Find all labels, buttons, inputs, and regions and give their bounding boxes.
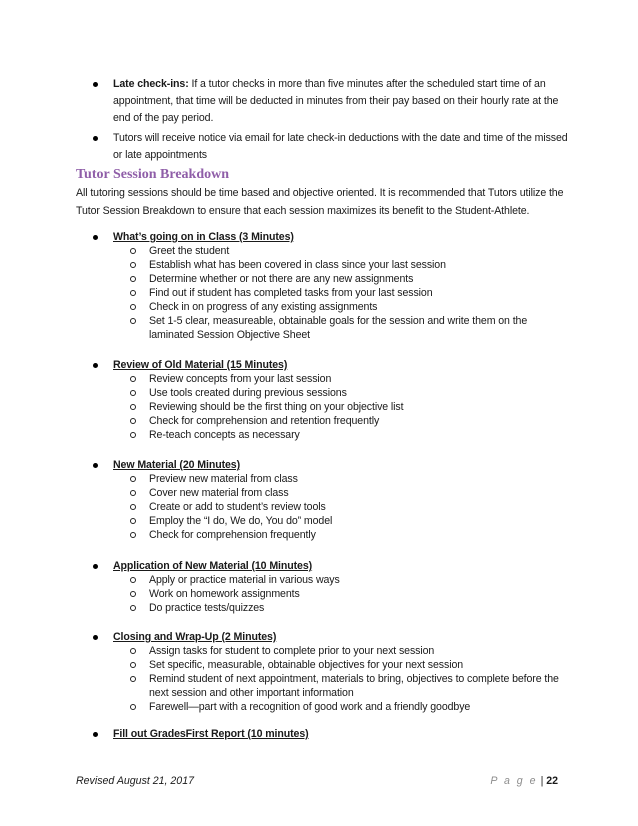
circle-bullet-icon bbox=[130, 432, 136, 438]
list-item-text: Check in on progress of any existing assignments bbox=[149, 301, 378, 313]
list-item bbox=[93, 514, 573, 528]
list-item-text: Determine whether or not there are any new assignments bbox=[149, 273, 414, 285]
session-phase-group bbox=[93, 458, 573, 542]
list-item-text: Check for comprehension and retention frequently bbox=[149, 415, 380, 427]
list-item-text: Reviewing should be the first thing on your objective list bbox=[149, 401, 404, 413]
list-item-text: Set 1-5 clear, measureable, obtainable goals for the session and write them on the laminated Session Objective Sheet bbox=[149, 315, 528, 341]
session-phase-group bbox=[93, 230, 573, 342]
list-item-text: Assign tasks for student to complete prior to your next session bbox=[149, 645, 435, 657]
list-item bbox=[93, 372, 573, 386]
list-item-text: Employ the “I do, We do, You do” model bbox=[149, 515, 333, 527]
list-item bbox=[93, 286, 573, 300]
list-item-text: Cover new material from class bbox=[149, 487, 289, 499]
list-item-text: Do practice tests/quizzes bbox=[149, 602, 265, 614]
bullet-icon bbox=[93, 564, 98, 569]
phase-task-list bbox=[93, 644, 573, 714]
list-item bbox=[93, 300, 573, 314]
bullet-icon bbox=[93, 635, 98, 640]
list-item bbox=[93, 672, 573, 700]
list-item bbox=[93, 386, 573, 400]
circle-bullet-icon bbox=[130, 591, 136, 597]
list-item bbox=[93, 258, 573, 272]
circle-bullet-icon bbox=[130, 532, 136, 538]
phase-title bbox=[93, 358, 573, 372]
list-item-text: Greet the student bbox=[149, 245, 230, 257]
circle-bullet-icon bbox=[130, 262, 136, 268]
list-item-text: Create or add to student’s review tools bbox=[149, 501, 326, 513]
circle-bullet-icon bbox=[130, 490, 136, 496]
bullet-label: Late check-ins: bbox=[113, 78, 189, 90]
circle-bullet-icon bbox=[130, 376, 136, 382]
circle-bullet-icon bbox=[130, 518, 136, 524]
top-bullet-list bbox=[93, 76, 573, 167]
circle-bullet-icon bbox=[130, 290, 136, 296]
circle-bullet-icon bbox=[130, 318, 136, 324]
circle-bullet-icon bbox=[130, 390, 136, 396]
circle-bullet-icon bbox=[130, 304, 136, 310]
circle-bullet-icon bbox=[130, 577, 136, 583]
bullet-text: If a tutor checks in more than five minutes after the scheduled start time of an appointment, that time will be deducted in minutes from their pay based on their hourly rate at the end of the pay period. bbox=[113, 78, 559, 124]
phase-task-list bbox=[93, 472, 573, 542]
bullet-icon bbox=[93, 136, 98, 141]
circle-bullet-icon bbox=[130, 605, 136, 611]
list-item-text: Remind student of next appointment, materials to bring, objectives to complete before the next session and other important information bbox=[149, 673, 559, 699]
list-item bbox=[93, 472, 573, 486]
circle-bullet-icon bbox=[130, 248, 136, 254]
list-item-text: Use tools created during previous sessions bbox=[149, 387, 347, 399]
list-item-text: Establish what has been covered in class since your last session bbox=[149, 259, 446, 271]
section-intro: All tutoring sessions should be time based and objective oriented. It is recommended that Tutors utilize the Tutor Session Breakdown to ensure that each session maximizes its benefit to the Student-Athlete. bbox=[76, 187, 564, 217]
phase-title bbox=[93, 559, 573, 573]
list-item bbox=[93, 573, 573, 587]
session-phase-group bbox=[93, 358, 573, 442]
circle-bullet-icon bbox=[130, 504, 136, 510]
bullet-email-notice bbox=[93, 130, 573, 164]
phase-title-text: Review of Old Material (15 Minutes) bbox=[113, 359, 288, 371]
list-item-text: Work on homework assignments bbox=[149, 588, 300, 600]
phase-title bbox=[93, 630, 573, 644]
phase-task-list bbox=[93, 573, 573, 615]
list-item bbox=[93, 601, 573, 615]
list-item-text: Find out if student has completed tasks from your last session bbox=[149, 287, 433, 299]
circle-bullet-icon bbox=[130, 704, 136, 710]
session-phase-group bbox=[93, 630, 573, 714]
list-item bbox=[93, 400, 573, 414]
list-item bbox=[93, 486, 573, 500]
list-item bbox=[93, 244, 573, 258]
phase-title-text: Application of New Material (10 Minutes) bbox=[113, 560, 313, 572]
bullet-icon bbox=[93, 82, 98, 87]
circle-bullet-icon bbox=[130, 676, 136, 682]
circle-bullet-icon bbox=[130, 476, 136, 482]
page-label: P a g e bbox=[490, 775, 538, 787]
phase-title bbox=[93, 458, 573, 472]
circle-bullet-icon bbox=[130, 662, 136, 668]
section-heading: Tutor Session Breakdown bbox=[76, 167, 230, 182]
bullet-text: Tutors will receive notice via email for late check-in deductions with the date and time of the missed or late appointments bbox=[113, 132, 568, 161]
list-item bbox=[93, 428, 573, 442]
phase-title-text: Fill out GradesFirst Report (10 minutes) bbox=[113, 728, 309, 740]
list-item bbox=[93, 414, 573, 428]
bullet-icon bbox=[93, 363, 98, 368]
revision-date: Revised August 21, 2017 bbox=[76, 775, 194, 787]
page-number-footer bbox=[490, 775, 558, 787]
phase-title bbox=[93, 230, 573, 244]
list-item bbox=[93, 700, 573, 714]
circle-bullet-icon bbox=[130, 418, 136, 424]
list-item bbox=[93, 658, 573, 672]
circle-bullet-icon bbox=[130, 276, 136, 282]
phase-title-text: Closing and Wrap-Up (2 Minutes) bbox=[113, 631, 277, 643]
list-item bbox=[93, 272, 573, 286]
page-separator: | bbox=[540, 775, 544, 787]
list-item-text: Review concepts from your last session bbox=[149, 373, 332, 385]
list-item bbox=[93, 587, 573, 601]
phase-title bbox=[93, 727, 573, 741]
bullet-late-checkins bbox=[93, 76, 573, 127]
session-phase-group bbox=[93, 559, 573, 615]
phase-task-list bbox=[93, 372, 573, 442]
list-item-text: Re-teach concepts as necessary bbox=[149, 429, 300, 441]
list-item bbox=[93, 500, 573, 514]
list-item bbox=[93, 528, 573, 542]
bullet-icon bbox=[93, 235, 98, 240]
page-number: 22 bbox=[546, 775, 558, 787]
bullet-icon bbox=[93, 732, 98, 737]
bullet-icon bbox=[93, 463, 98, 468]
circle-bullet-icon bbox=[130, 648, 136, 654]
list-item bbox=[93, 314, 573, 342]
phase-title-text: What’s going on in Class (3 Minutes) bbox=[113, 231, 294, 243]
list-item-text: Check for comprehension frequently bbox=[149, 529, 316, 541]
list-item-text: Preview new material from class bbox=[149, 473, 298, 485]
phase-task-list bbox=[93, 244, 573, 342]
list-item-text: Farewell—part with a recognition of good work and a friendly goodbye bbox=[149, 701, 471, 713]
list-item bbox=[93, 644, 573, 658]
list-item-text: Apply or practice material in various ways bbox=[149, 574, 340, 586]
phase-title-text: New Material (20 Minutes) bbox=[113, 459, 241, 471]
list-item-text: Set specific, measurable, obtainable objectives for your next session bbox=[149, 659, 464, 671]
session-phase-group bbox=[93, 727, 573, 741]
circle-bullet-icon bbox=[130, 404, 136, 410]
